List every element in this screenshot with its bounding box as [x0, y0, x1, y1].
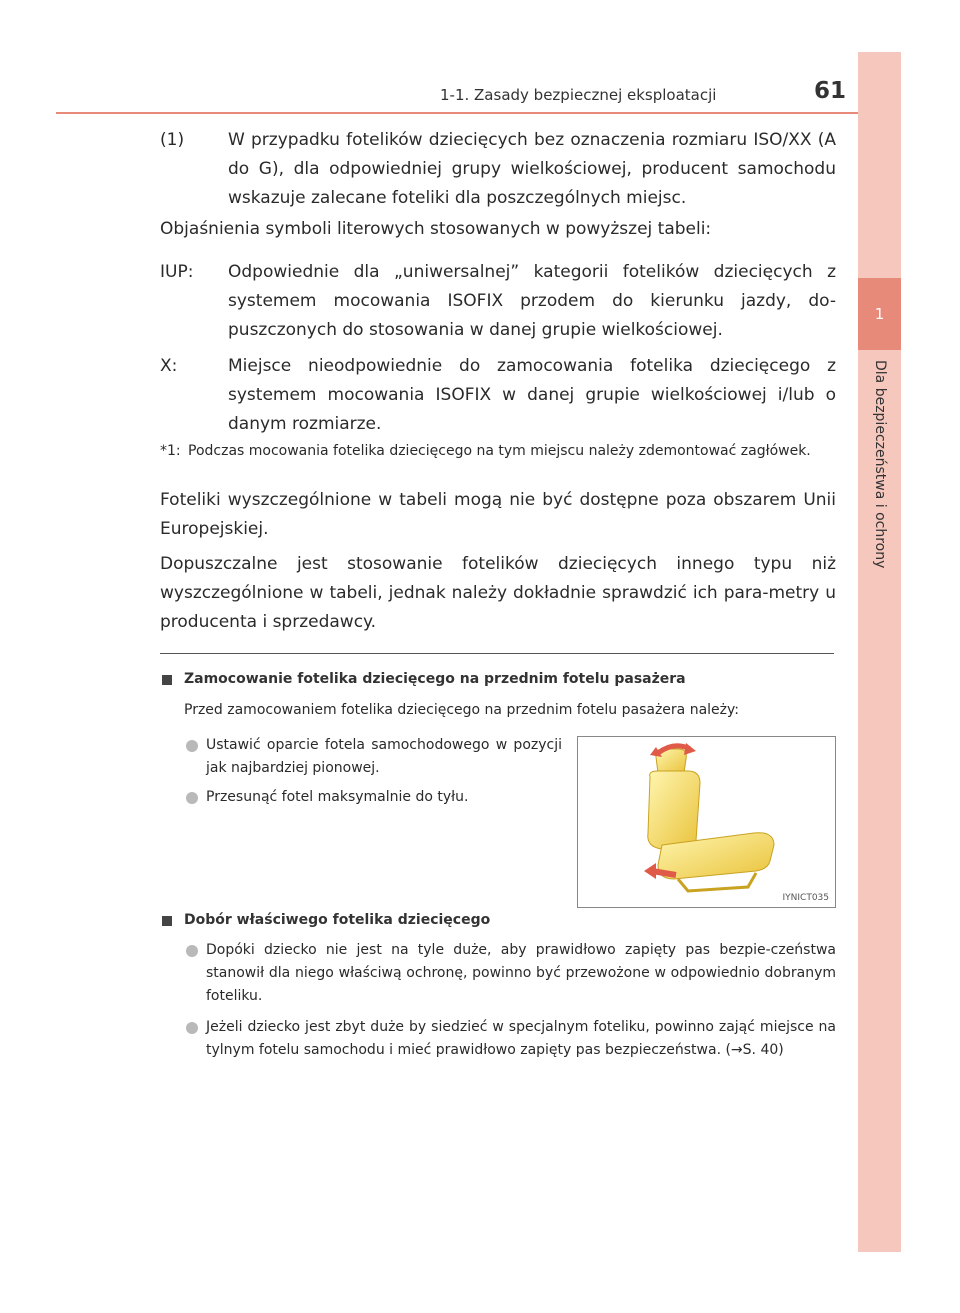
- symbol-iup: [160, 258, 836, 346]
- symbol-iup-text: Odpowiednie dla „uniwersalnej” kategorii fotelików dziecięcych z systemem mocowania ISOFIX przodem do kierunku jazdy, do-puszczonych do stosowania w danej grupie wielkościowej.: [228, 262, 836, 340]
- chapter-tab[interactable]: 1: [858, 278, 901, 350]
- circle-bullet-icon: [186, 740, 198, 752]
- seat-adjustment-illustration: [577, 736, 836, 908]
- item-1-label: (1): [160, 130, 185, 150]
- car-seat-icon: [578, 737, 835, 907]
- symbols-intro: Objaśnienia symboli literowych stosowanych w powyższej tabeli:: [160, 219, 712, 239]
- section-2-title: Dobór właściwego fotelika dziecięcego: [184, 912, 491, 928]
- circle-bullet-icon: [186, 945, 198, 957]
- section-header: 1-1. Zasady bezpiecznej eksploatacji: [440, 86, 717, 104]
- symbol-iup-label: IUP:: [160, 262, 194, 282]
- sidebar-band: [858, 52, 901, 1252]
- item-1-text: W przypadku fotelików dziecięcych bez oznaczenia rozmiaru ISO/XX (A do G), dla odpowiedniej grupy wielkościowej, producent samochodu wskazuje zalecane foteliki dla poszczególnych miejsc.: [228, 130, 836, 208]
- square-bullet-icon: [162, 916, 172, 926]
- circle-bullet-icon: [186, 1022, 198, 1034]
- symbol-x: [160, 352, 836, 440]
- chapter-label: Dla bezpieczeństwa i ochrony: [872, 360, 888, 569]
- section-1-title: Zamocowanie fotelika dziecięcego na przednim fotelu pasażera: [184, 671, 686, 687]
- page-number: 61: [814, 78, 847, 104]
- circle-bullet-icon: [186, 792, 198, 804]
- paragraph-other-seats: Dopuszczalne jest stosowanie fotelików dziecięcych innego typu niż wyszczególnione w tabeli, jednak należy dokładnie sprawdzić ich para-metry u producenta i sprzedawcy.: [160, 554, 836, 632]
- section-2-bullet-1: Dopóki dziecko nie jest na tyle duże, aby prawidłowo zapięty pas bezpie-czeństwa stanowił dla niego właściwą ochronę, powinno być przewożone w odpowiednio dobranym foteliku.: [206, 942, 836, 1004]
- paragraph-eu: Foteliki wyszczególnione w tabeli mogą nie być dostępne poza obszarem Unii Europejskiej.: [160, 490, 836, 539]
- section-1-intro: Przed zamocowaniem fotelika dziecięcego na przednim fotelu pasażera należy:: [184, 702, 739, 718]
- symbol-x-label: X:: [160, 356, 178, 376]
- symbol-x-text: Miejsce nieodpowiednie do zamocowania fotelika dziecięcego z systemem mocowania ISOFIX w danej grupie wielkościowej i/lub o danym rozmiarze.: [228, 356, 836, 434]
- section-1-bullet-2: Przesunąć fotel maksymalnie do tyłu.: [206, 789, 469, 805]
- section-divider: [160, 653, 834, 654]
- footnote-text: Podczas mocowania fotelika dziecięcego na tym miejscu należy zdemontować zagłówek.: [188, 443, 811, 459]
- section-2-bullet-2: Jeżeli dziecko jest zbyt duże by siedzieć w specjalnym foteliku, powinno zająć miejsce na tylnym fotelu samochodu i mieć prawidłowo zapięty pas bezpieczeństwa. (→S. 40): [206, 1019, 836, 1058]
- square-bullet-icon: [162, 675, 172, 685]
- item-1: [160, 126, 836, 214]
- image-code: IYNICT035: [782, 893, 829, 903]
- section-1-bullet-1: Ustawić oparcie fotela samochodowego w pozycji jak najbardziej pionowej.: [206, 737, 562, 776]
- header-divider: [56, 112, 858, 114]
- footnote-label: *1:: [160, 443, 181, 459]
